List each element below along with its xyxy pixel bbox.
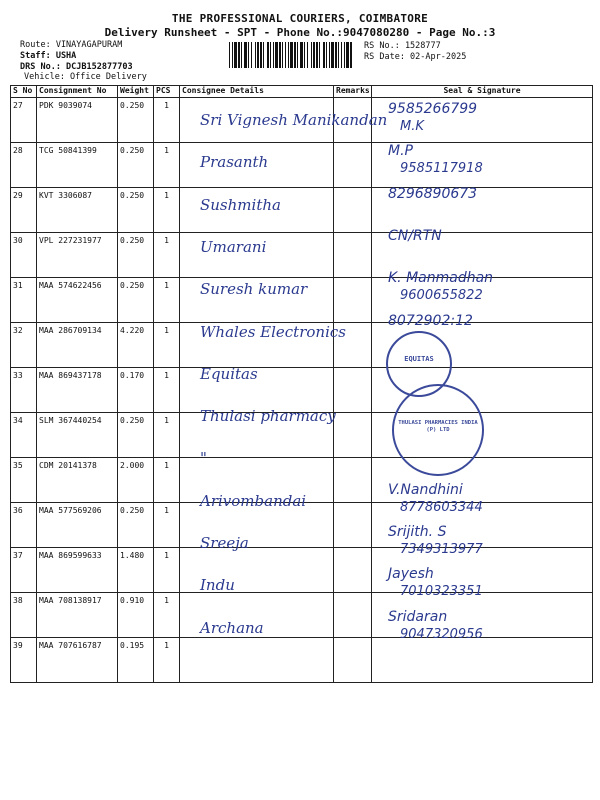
cell-sno: 38 bbox=[11, 593, 37, 638]
cell-weight: 0.195 bbox=[118, 638, 154, 683]
drs-number: DRS No.: DCJB152877703 bbox=[20, 62, 133, 72]
cell-consignment: MAA 286709134 bbox=[37, 323, 118, 368]
cell-pcs: 1 bbox=[154, 503, 180, 548]
cell-seal bbox=[372, 638, 593, 683]
cell-weight: 2.000 bbox=[118, 458, 154, 503]
consignee-handwriting: " bbox=[200, 449, 207, 468]
cell-consignment: MAA 577569206 bbox=[37, 503, 118, 548]
cell-pcs: 1 bbox=[154, 413, 180, 458]
consignee-handwriting: Archana bbox=[200, 618, 264, 637]
cell-sno: 36 bbox=[11, 503, 37, 548]
cell-pcs: 1 bbox=[154, 548, 180, 593]
consignee-handwriting: Whales Electronics bbox=[200, 322, 346, 341]
signature-handwriting-secondary: 7349313977 bbox=[400, 542, 483, 557]
consignee-handwriting: Sri Vignesh Manikandan bbox=[200, 111, 388, 129]
table-row bbox=[11, 638, 593, 683]
cell-weight: 0.250 bbox=[118, 503, 154, 548]
thulasi-stamp bbox=[392, 384, 484, 476]
signature-handwriting: Jayesh bbox=[388, 566, 434, 583]
signature-handwriting: M.P bbox=[388, 143, 413, 160]
cell-remarks bbox=[334, 458, 372, 503]
cell-sno: 28 bbox=[11, 143, 37, 188]
barcode-bar bbox=[257, 42, 259, 68]
cell-sno: 30 bbox=[11, 233, 37, 278]
consignee-handwriting: Suresh kumar bbox=[200, 280, 308, 299]
barcode-bar bbox=[346, 42, 349, 68]
signature-handwriting: Sridaran bbox=[388, 608, 448, 625]
barcode-bar bbox=[326, 42, 327, 68]
barcode-bar bbox=[319, 42, 320, 68]
cell-consignment: MAA 574622456 bbox=[37, 278, 118, 323]
cell-sno: 27 bbox=[11, 98, 37, 143]
barcode-bar bbox=[260, 42, 262, 68]
cell-consignment: CDM 20141378 bbox=[37, 458, 118, 503]
consignee-handwriting: Thulasi pharmacy bbox=[200, 407, 336, 426]
barcode-bar bbox=[263, 42, 264, 68]
signature-handwriting: 9585266799 bbox=[388, 101, 478, 117]
cell-sno: 39 bbox=[11, 638, 37, 683]
cell-consignee bbox=[180, 638, 334, 683]
cell-pcs: 1 bbox=[154, 98, 180, 143]
cell-remarks bbox=[334, 548, 372, 593]
cell-remarks bbox=[334, 413, 372, 458]
cell-sno: 37 bbox=[11, 548, 37, 593]
col-seal-signature: Seal & Signature bbox=[372, 86, 593, 98]
cell-weight: 0.250 bbox=[118, 233, 154, 278]
cell-remarks bbox=[334, 593, 372, 638]
table-row bbox=[11, 233, 593, 278]
barcode-bar bbox=[304, 42, 305, 68]
thulasi-stamp-text: THULASI PHARMACIES INDIA (P) LTD bbox=[398, 420, 478, 433]
vehicle-label: Vehicle: Office Delivery bbox=[24, 72, 147, 82]
signature-handwriting-secondary: 8778603344 bbox=[400, 499, 483, 515]
staff-label: Staff: USHA bbox=[20, 51, 77, 61]
consignee-handwriting: Sreeja bbox=[200, 534, 249, 552]
barcode-bar bbox=[341, 42, 342, 68]
barcode-bar bbox=[251, 42, 252, 68]
signature-handwriting-secondary: 9047320956 bbox=[400, 626, 483, 642]
barcode-bar bbox=[275, 42, 278, 68]
consignee-handwriting: Equitas bbox=[200, 364, 258, 383]
barcode-bar bbox=[232, 42, 233, 68]
barcode-bar bbox=[297, 42, 298, 68]
barcode-bar bbox=[244, 42, 247, 68]
signature-handwriting: 8296890673 bbox=[388, 185, 478, 202]
barcode-bar bbox=[316, 42, 318, 68]
cell-consignment: MAA 708138917 bbox=[37, 593, 118, 638]
col-consignment: Consignment No bbox=[37, 86, 118, 98]
consignee-handwriting: Prasanth bbox=[200, 153, 269, 172]
barcode-bar bbox=[338, 42, 339, 68]
cell-remarks bbox=[334, 503, 372, 548]
cell-weight: 4.220 bbox=[118, 323, 154, 368]
barcode-bar bbox=[331, 42, 334, 68]
cell-sno: 33 bbox=[11, 368, 37, 413]
barcode-bar bbox=[282, 42, 283, 68]
cell-weight: 0.170 bbox=[118, 368, 154, 413]
barcode-bar bbox=[234, 42, 237, 68]
cell-consignment: VPL 227231977 bbox=[37, 233, 118, 278]
cell-remarks bbox=[334, 278, 372, 323]
cell-consignment: KVT 3306087 bbox=[37, 188, 118, 233]
cell-weight: 1.480 bbox=[118, 548, 154, 593]
cell-remarks bbox=[334, 188, 372, 233]
barcode-bar bbox=[311, 42, 312, 68]
signature-handwriting: CN/RTN bbox=[388, 227, 442, 244]
consignee-handwriting: Sushmitha bbox=[200, 195, 281, 214]
signature-handwriting: Srijith. S bbox=[388, 524, 447, 540]
barcode-bar bbox=[241, 42, 242, 68]
route-label: Route: VINAYAGAPURAM bbox=[20, 40, 123, 50]
signature-handwriting: K. Manmadhan bbox=[388, 270, 494, 287]
consignee-handwriting: Umarani bbox=[200, 237, 267, 256]
cell-pcs: 1 bbox=[154, 458, 180, 503]
signature-handwriting-secondary: 7010323351 bbox=[400, 584, 483, 600]
cell-sno: 32 bbox=[11, 323, 37, 368]
col-remarks: Remarks bbox=[334, 86, 372, 98]
barcode-bar bbox=[270, 42, 271, 68]
cell-consignment: PDK 9039074 bbox=[37, 98, 118, 143]
signature-handwriting-secondary: 9600655822 bbox=[400, 288, 483, 304]
table-header-row bbox=[11, 86, 593, 98]
cell-pcs: 1 bbox=[154, 143, 180, 188]
cell-weight: 0.250 bbox=[118, 143, 154, 188]
barcode-bar bbox=[267, 42, 269, 68]
barcode-bar bbox=[344, 42, 345, 68]
cell-pcs: 1 bbox=[154, 278, 180, 323]
signature-handwriting: V.Nandhini bbox=[388, 481, 463, 498]
rs-date: RS Date: 02-Apr-2025 bbox=[364, 52, 467, 62]
signature-handwriting: 8072902:12 bbox=[388, 312, 473, 329]
signature-handwriting-secondary: M.K bbox=[400, 119, 424, 134]
table-row bbox=[11, 368, 593, 413]
cell-consignment: MAA 707616787 bbox=[37, 638, 118, 683]
cell-weight: 0.250 bbox=[118, 413, 154, 458]
cell-weight: 0.250 bbox=[118, 98, 154, 143]
barcode-bar bbox=[307, 42, 308, 68]
barcode-bar bbox=[350, 42, 352, 68]
consignee-handwriting: Arivombandai bbox=[200, 491, 307, 510]
runsheet-table bbox=[10, 85, 593, 683]
barcode-bar bbox=[313, 42, 315, 68]
cell-weight: 0.250 bbox=[118, 278, 154, 323]
cell-sno: 35 bbox=[11, 458, 37, 503]
cell-sno: 29 bbox=[11, 188, 37, 233]
barcode bbox=[229, 42, 355, 68]
rs-number: RS No.: 1528777 bbox=[364, 41, 441, 51]
equitas-stamp-text: EQUITAS bbox=[404, 355, 434, 363]
col-weight: Weight bbox=[118, 86, 154, 98]
cell-pcs: 1 bbox=[154, 233, 180, 278]
cell-pcs: 1 bbox=[154, 188, 180, 233]
cell-consignment: MAA 869599633 bbox=[37, 548, 118, 593]
barcode-bar bbox=[323, 42, 325, 68]
cell-consignment: MAA 869437178 bbox=[37, 368, 118, 413]
cell-remarks bbox=[334, 233, 372, 278]
col-consignee: Consignee Details bbox=[180, 86, 334, 98]
cell-remarks bbox=[334, 368, 372, 413]
barcode-bar bbox=[229, 42, 230, 68]
barcode-bar bbox=[279, 42, 281, 68]
table-row bbox=[11, 143, 593, 188]
page-subtitle: Delivery Runsheet - SPT - Phone No.:9047080280 - Page No.:3 bbox=[104, 26, 496, 39]
cell-consignment: SLM 367440254 bbox=[37, 413, 118, 458]
page-title: THE PROFESSIONAL COURIERS, COIMBATORE bbox=[171, 12, 429, 25]
table-row bbox=[11, 188, 593, 233]
table-row bbox=[11, 593, 593, 638]
cell-remarks bbox=[334, 638, 372, 683]
barcode-bar bbox=[294, 42, 296, 68]
table-row bbox=[11, 548, 593, 593]
barcode-bar bbox=[300, 42, 303, 68]
barcode-bar bbox=[273, 42, 274, 68]
col-sno: S No bbox=[11, 86, 37, 98]
cell-weight: 0.250 bbox=[118, 188, 154, 233]
barcode-bar bbox=[238, 42, 240, 68]
signature-handwriting-secondary: 9585117918 bbox=[400, 161, 483, 177]
barcode-bar bbox=[248, 42, 249, 68]
cell-pcs: 1 bbox=[154, 593, 180, 638]
cell-weight: 0.910 bbox=[118, 593, 154, 638]
cell-consignment: TCG 50841399 bbox=[37, 143, 118, 188]
cell-sno: 34 bbox=[11, 413, 37, 458]
barcode-bar bbox=[285, 42, 286, 68]
barcode-bar bbox=[290, 42, 293, 68]
cell-pcs: 1 bbox=[154, 323, 180, 368]
barcode-bar bbox=[255, 42, 256, 68]
cell-sno: 31 bbox=[11, 278, 37, 323]
consignee-handwriting: Indu bbox=[200, 576, 235, 595]
barcode-bar bbox=[335, 42, 337, 68]
cell-pcs: 1 bbox=[154, 638, 180, 683]
col-pcs: PCS bbox=[154, 86, 180, 98]
cell-remarks bbox=[334, 143, 372, 188]
cell-pcs: 1 bbox=[154, 368, 180, 413]
barcode-bar bbox=[329, 42, 330, 68]
barcode-bar bbox=[288, 42, 289, 68]
